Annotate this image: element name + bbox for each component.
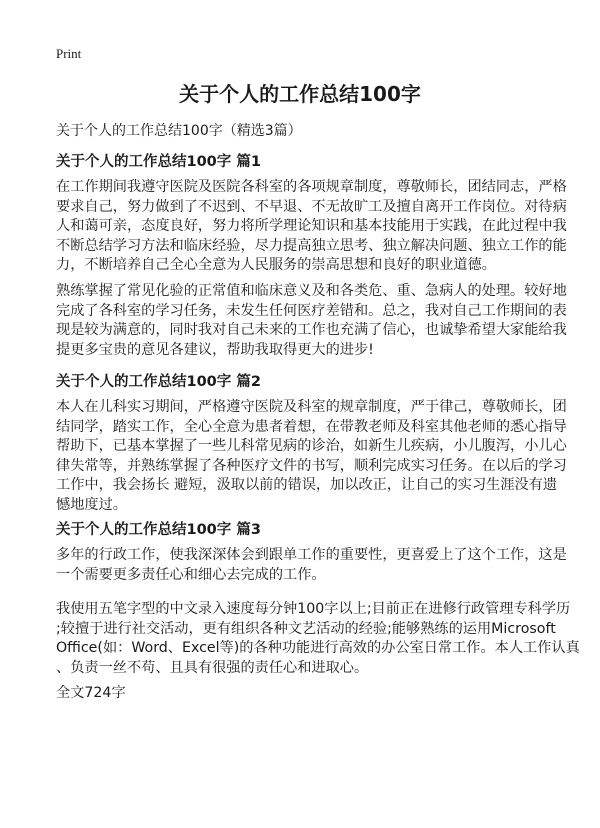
text-line: 不断总结学习方法和临床经验，尽力提高独立思考、独立解决问题、独立工作的能 — [56, 237, 567, 254]
text-line: ;较擅于进行社交活动，更有组织各种文艺活动的经验;能够熟练的运用Microsoft — [56, 620, 556, 637]
text-line: 我使用五笔字型的中文录入速度每分钟100字以上;目前正在进修行政管理专科学历 — [56, 601, 571, 617]
text-line: 结同学，踏实工作，全心全意为患者着想，在带教老师及科室其他老师的悉心指导 — [56, 418, 567, 435]
section-heading-1: 关于个人的工作总结100字 篇1 — [56, 154, 261, 170]
paragraph — [56, 546, 567, 585]
text-line: 本人在儿科实习期间，严格遵守医院及科室的规章制度，严于律己，尊敬师长，团 — [56, 399, 567, 415]
subtitle: 关于个人的工作总结100字（精选3篇） — [56, 123, 302, 139]
text-line: 、负责一丝不苟、且具有很强的责任心和进取心。 — [56, 659, 369, 676]
text-line: 现是较为满意的，同时我对自己未来的工作也充满了信心，也诚挚希望大家能给我 — [56, 322, 567, 339]
text-line: 人和蔼可亲，态度良好，努力将所学理论知识和基本技能用于实践，在此过程中我 — [56, 218, 567, 235]
text-line: 完成了各科室的学习任务，未发生任何医疗差错和。总之，我对自己工作期间的表 — [56, 302, 567, 319]
word-count: 全文724字 — [56, 685, 126, 701]
paragraph — [56, 282, 567, 360]
paragraph — [56, 600, 580, 678]
paragraph — [56, 178, 567, 276]
text-line: 力，不断培养自己全心全意为人民服务的崇高思想和良好的职业道德。 — [56, 257, 496, 274]
page-title: 关于个人的工作总结100字 — [179, 82, 421, 106]
text-line: 在工作期间我遵守医院及医院各科室的各项规章制度，尊敬师长，团结同志，严格 — [56, 179, 567, 195]
text-line: 多年的行政工作，使我深深体会到跟单工作的重要性，更喜爱上了这个工作，这是 — [56, 547, 567, 563]
text-line: 憾地度过。 — [56, 496, 127, 513]
text-line: Office(如：Word、Excel等)的各种功能进行高效的办公室日常工作。本人工作认真 — [56, 640, 580, 657]
print-link[interactable]: Print — [56, 46, 82, 61]
text-line: 一个需要更多责任心和细心去完成的工作。 — [56, 566, 326, 583]
text-line: 工作中，我会扬长 避短，汲取以前的错误，加以改正，让自己的实习生涯没有遗 — [56, 477, 558, 494]
text-line: 律失常等，并熟练掌握了各种医疗文件的书写，顺利完成实习任务。在以后的学习 — [56, 457, 567, 474]
text-line: 熟练掌握了常见化验的正常值和临床意义及和各类危、重、急病人的处理。较好地 — [56, 283, 567, 299]
text-line: 要求自己，努力做到了不迟到、不早退、不无故旷工及擅自离开工作岗位。对待病 — [56, 198, 567, 215]
section-heading-3: 关于个人的工作总结100字 篇3 — [56, 522, 261, 538]
text-line: 提更多宝贵的意见各建议，帮助我取得更大的进步! — [56, 341, 374, 358]
text-line: 帮助下，已基本掌握了一些儿科常见病的诊治，如新生儿疾病，小儿腹泻，小儿心 — [56, 438, 567, 455]
paragraph — [56, 398, 567, 516]
section-heading-2: 关于个人的工作总结100字 篇2 — [56, 374, 261, 390]
